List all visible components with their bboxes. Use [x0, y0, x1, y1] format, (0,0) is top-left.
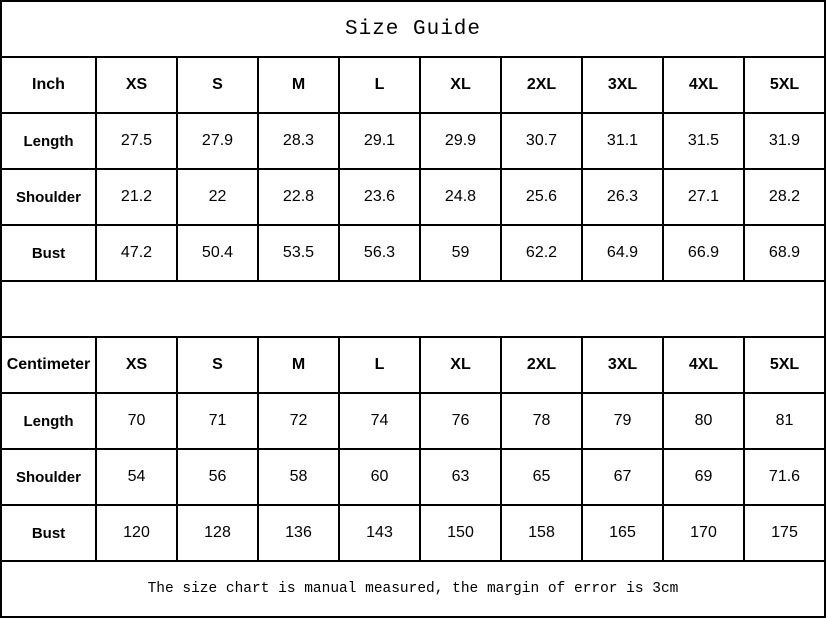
footer-note: The size chart is manual measured, the margin of error is 3cm	[1, 561, 825, 617]
size-header-cell: XL	[420, 57, 501, 113]
measurement-value-cell: 27.1	[663, 169, 744, 225]
size-header-cell: XL	[420, 337, 501, 393]
measurement-value-cell: 128	[177, 505, 258, 561]
title-section	[1, 1, 825, 57]
footer-row	[1, 561, 825, 617]
unit-header-cell: Inch	[1, 57, 96, 113]
measurement-label-cell: Shoulder	[1, 449, 96, 505]
footer-section	[1, 561, 825, 617]
centimeter-header-row	[1, 337, 825, 393]
measurement-value-cell: 56	[177, 449, 258, 505]
measurement-value-cell: 56.3	[339, 225, 420, 281]
measurement-value-cell: 50.4	[177, 225, 258, 281]
measurement-value-cell: 58	[258, 449, 339, 505]
measurement-value-cell: 120	[96, 505, 177, 561]
measurement-value-cell: 23.6	[339, 169, 420, 225]
measurement-value-cell: 69	[663, 449, 744, 505]
centimeter-shoulder-row	[1, 449, 825, 505]
measurement-value-cell: 31.9	[744, 113, 825, 169]
measurement-value-cell: 29.9	[420, 113, 501, 169]
page-title: Size Guide	[1, 1, 825, 57]
measurement-value-cell: 31.5	[663, 113, 744, 169]
measurement-value-cell: 28.2	[744, 169, 825, 225]
measurement-value-cell: 22	[177, 169, 258, 225]
centimeter-bust-row	[1, 505, 825, 561]
measurement-value-cell: 175	[744, 505, 825, 561]
measurement-value-cell: 60	[339, 449, 420, 505]
size-header-cell: M	[258, 57, 339, 113]
size-header-cell: 2XL	[501, 57, 582, 113]
measurement-value-cell: 143	[339, 505, 420, 561]
size-header-cell: 3XL	[582, 337, 663, 393]
measurement-value-cell: 67	[582, 449, 663, 505]
title-row	[1, 1, 825, 57]
measurement-value-cell: 30.7	[501, 113, 582, 169]
size-header-cell: 3XL	[582, 57, 663, 113]
measurement-label-cell: Shoulder	[1, 169, 96, 225]
measurement-value-cell: 74	[339, 393, 420, 449]
measurement-value-cell: 65	[501, 449, 582, 505]
measurement-value-cell: 54	[96, 449, 177, 505]
measurement-value-cell: 80	[663, 393, 744, 449]
size-header-cell: XS	[96, 57, 177, 113]
measurement-value-cell: 68.9	[744, 225, 825, 281]
unit-header-cell: Centimeter	[1, 337, 96, 393]
measurement-value-cell: 76	[420, 393, 501, 449]
measurement-value-cell: 81	[744, 393, 825, 449]
measurement-value-cell: 79	[582, 393, 663, 449]
measurement-value-cell: 63	[420, 449, 501, 505]
size-header-cell: 4XL	[663, 337, 744, 393]
measurement-value-cell: 71.6	[744, 449, 825, 505]
size-header-cell: 5XL	[744, 57, 825, 113]
spacer-row	[1, 281, 825, 337]
measurement-value-cell: 170	[663, 505, 744, 561]
measurement-value-cell: 150	[420, 505, 501, 561]
inch-length-row	[1, 113, 825, 169]
measurement-value-cell: 26.3	[582, 169, 663, 225]
measurement-value-cell: 66.9	[663, 225, 744, 281]
size-header-cell: 4XL	[663, 57, 744, 113]
measurement-value-cell: 31.1	[582, 113, 663, 169]
measurement-value-cell: 62.2	[501, 225, 582, 281]
measurement-label-cell: Bust	[1, 505, 96, 561]
measurement-value-cell: 47.2	[96, 225, 177, 281]
size-header-cell: M	[258, 337, 339, 393]
inch-bust-row	[1, 225, 825, 281]
measurement-value-cell: 53.5	[258, 225, 339, 281]
measurement-value-cell: 78	[501, 393, 582, 449]
measurement-label-cell: Length	[1, 113, 96, 169]
measurement-value-cell: 59	[420, 225, 501, 281]
measurement-value-cell: 28.3	[258, 113, 339, 169]
size-header-cell: L	[339, 57, 420, 113]
size-header-cell: 2XL	[501, 337, 582, 393]
measurement-value-cell: 158	[501, 505, 582, 561]
measurement-value-cell: 64.9	[582, 225, 663, 281]
measurement-value-cell: 21.2	[96, 169, 177, 225]
measurement-value-cell: 25.6	[501, 169, 582, 225]
measurement-value-cell: 29.1	[339, 113, 420, 169]
size-header-cell: S	[177, 337, 258, 393]
inch-shoulder-row	[1, 169, 825, 225]
measurement-value-cell: 71	[177, 393, 258, 449]
spacer-cell	[1, 281, 825, 337]
centimeter-length-row	[1, 393, 825, 449]
measurement-value-cell: 70	[96, 393, 177, 449]
size-header-cell: 5XL	[744, 337, 825, 393]
measurement-label-cell: Length	[1, 393, 96, 449]
size-header-cell: S	[177, 57, 258, 113]
measurement-value-cell: 27.9	[177, 113, 258, 169]
size-header-cell: XS	[96, 337, 177, 393]
measurement-value-cell: 22.8	[258, 169, 339, 225]
measurement-label-cell: Bust	[1, 225, 96, 281]
measurement-value-cell: 136	[258, 505, 339, 561]
inch-header-row	[1, 57, 825, 113]
measurement-sections	[1, 57, 825, 561]
measurement-value-cell: 165	[582, 505, 663, 561]
measurement-value-cell: 72	[258, 393, 339, 449]
size-header-cell: L	[339, 337, 420, 393]
measurement-value-cell: 27.5	[96, 113, 177, 169]
measurement-value-cell: 24.8	[420, 169, 501, 225]
